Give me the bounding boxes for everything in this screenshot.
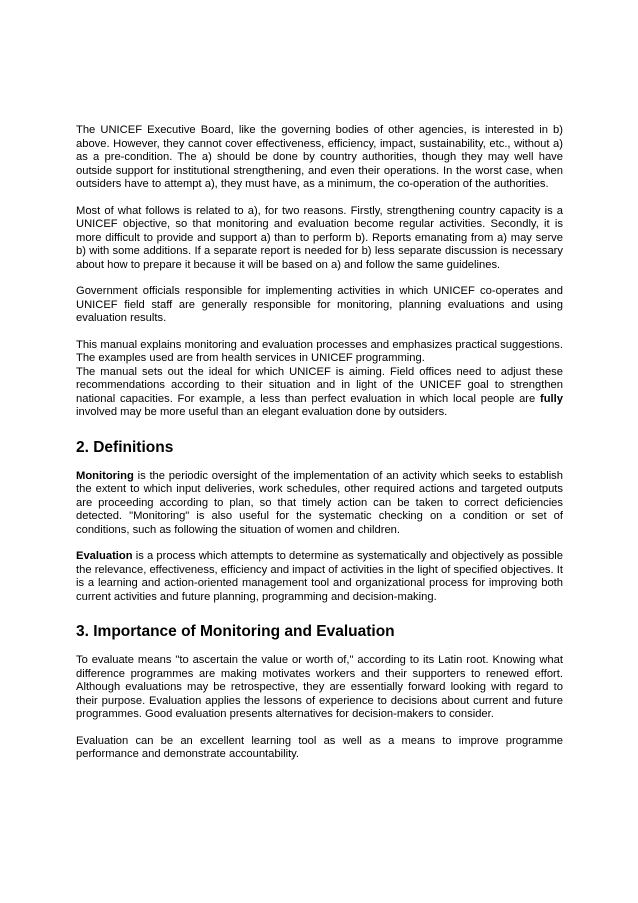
- importance-paragraph-evaluate: To evaluate means "to ascertain the value or worth of," according to its Latin root. Knowing what difference programmes are making motivates workers and their supporters to renewed effort. Although evaluations may be retrospective, they are essentially forward looking with regard to their purpose. Evaluation applies the lessons of experience to decisions about current and future programmes. Good evaluation presents alternatives for decision-makers to consider.: [76, 654, 563, 720]
- document-page: [76, 124, 563, 775]
- monitoring-definition-text: is the periodic oversight of the implementation of an activity which seeks to establish the extent to which input deliveries, work schedules, other required actions and targeted outputs are proceeding according to plan, so that timely action can be taken to correct deficiencies detected. "Monitoring" is also useful for the systematic checking on a condition or set of conditions, such as following the situation of women and children.: [76, 469, 563, 536]
- monitoring-term: Monitoring: [76, 469, 134, 482]
- ideal-text-emphasis: fully: [540, 392, 563, 405]
- definitions-heading: 2. Definitions: [76, 438, 174, 456]
- importance-heading: 3. Importance of Monitoring and Evaluation: [76, 623, 395, 640]
- monitoring-definition: [76, 470, 563, 538]
- intro-paragraph-responsibilities: Government officials responsible for implementing activities in which UNICEF co-operates and UNICEF field staff are generally responsible for monitoring, planning evaluations and using evaluation results.: [76, 285, 563, 324]
- intro-paragraph-board: The UNICEF Executive Board, like the governing bodies of other agencies, is interested in b) above. However, they cannot cover effectiveness, efficiency, impact, sustainability, etc., without a) as a pre-condition. The a) should be done by country authorities, though they may well have outside support for institutional strengthening, and even their operations. In the worst case, when outsiders have to attempt a), they must have, as a minimum, the co-operation of the authorities.: [76, 124, 563, 190]
- ideal-text-start: The manual sets out the ideal for which UNICEF is aiming. Field offices need to adjust these recommendations according to their situation and in light of the UNICEF goal to strengthen national capacities. For example, a less than perfect evaluation in which local people are: [76, 365, 563, 405]
- intro-paragraph-reasons: Most of what follows is related to a), for two reasons. Firstly, strengthening country capacity is a UNICEF objective, so that monitoring and evaluation become regular activities. Secondly, it is more difficult to provide and support a) than to perform b). Reports emanating from a) may serve b) with some additions. If a separate report is needed for b) less separate discussion is necessary about how to prepare it because it will be based on a) and follow the same guidelines.: [76, 204, 563, 271]
- evaluation-definition: [76, 550, 563, 604]
- ideal-text-end: involved may be more useful than an elegant evaluation done by outsiders.: [76, 406, 448, 418]
- evaluation-definition-text: is a process which attempts to determine as systematically and objectively as possible the relevance, effectiveness, efficiency and impact of activities in the light of specified objectives. It is a learning and action-oriented management tool and organizational process for improving both current activities and future planning, programming and decision-making.: [76, 550, 563, 603]
- evaluation-term: Evaluation: [76, 550, 133, 562]
- importance-paragraph-learning: Evaluation can be an excellent learning tool as well as a means to improve programme performance and demonstrate accountability.: [76, 734, 563, 760]
- intro-paragraph-ideal: [76, 366, 563, 420]
- intro-paragraph-manual: This manual explains monitoring and evaluation processes and emphasizes practical suggestions. The examples used are from health services in UNICEF programming.: [76, 338, 563, 364]
